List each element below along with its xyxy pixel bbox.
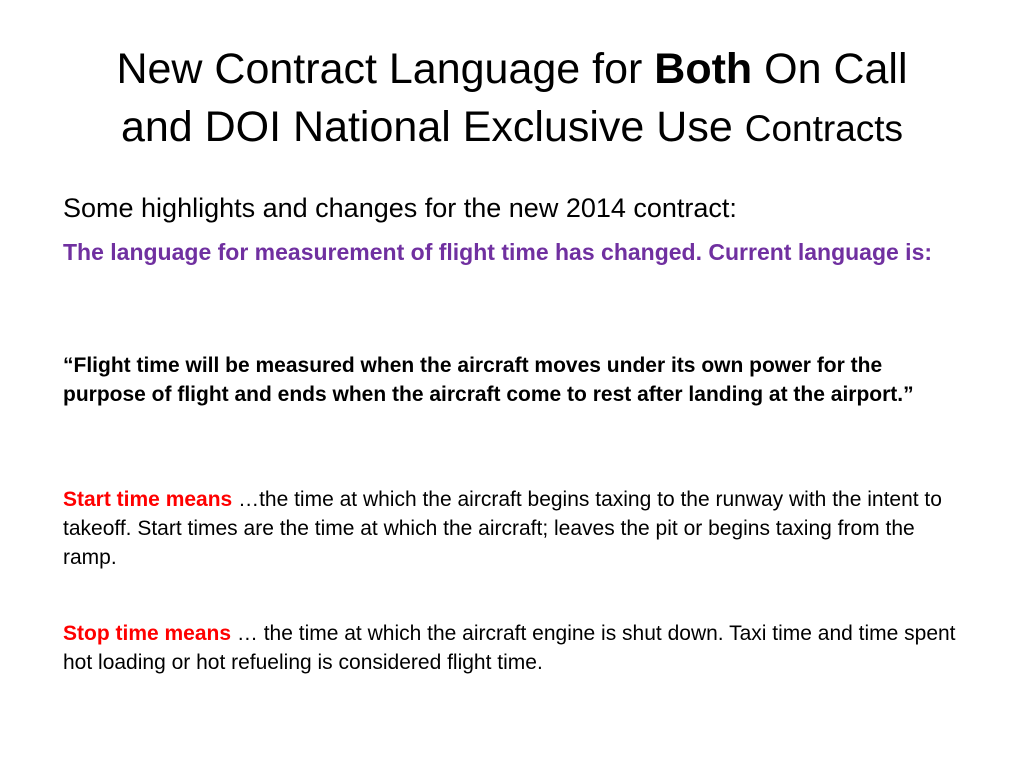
title-part-1: New Contract Language for <box>116 45 655 93</box>
flight-time-quote: “Flight time will be measured when the aircraft moves under its own power for the purpose of flight and ends when the aircraft come to rest after landing at the airport.” <box>63 354 914 406</box>
title-line-2: and DOI National Exclusive Use <box>120 103 745 151</box>
start-time-text: …the time at which the aircraft begins taxing to the runway with the intent to takeoff. Start times are the time at which the aircraft; leaves the pit or begins taxing from the ramp. <box>63 488 942 569</box>
title-contracts: Contracts <box>744 108 904 149</box>
stop-time-term: Stop time means <box>63 622 232 645</box>
intro-text: Some highlights and changes for the new 2014 contract: <box>63 193 737 223</box>
start-time-definition <box>63 485 963 572</box>
slide-title <box>40 40 984 158</box>
title-part-2: On Call <box>752 45 908 93</box>
title-emphasis: Both <box>654 45 753 93</box>
highlight-text: The language for measurement of flight time has changed. Current language is: <box>63 239 933 265</box>
stop-time-definition <box>63 619 963 677</box>
start-time-term: Start time means <box>63 488 233 511</box>
stop-time-text: … the time at which the aircraft engine is shut down. Taxi time and time spent hot loading or hot refueling is considered flight time. <box>63 622 956 674</box>
